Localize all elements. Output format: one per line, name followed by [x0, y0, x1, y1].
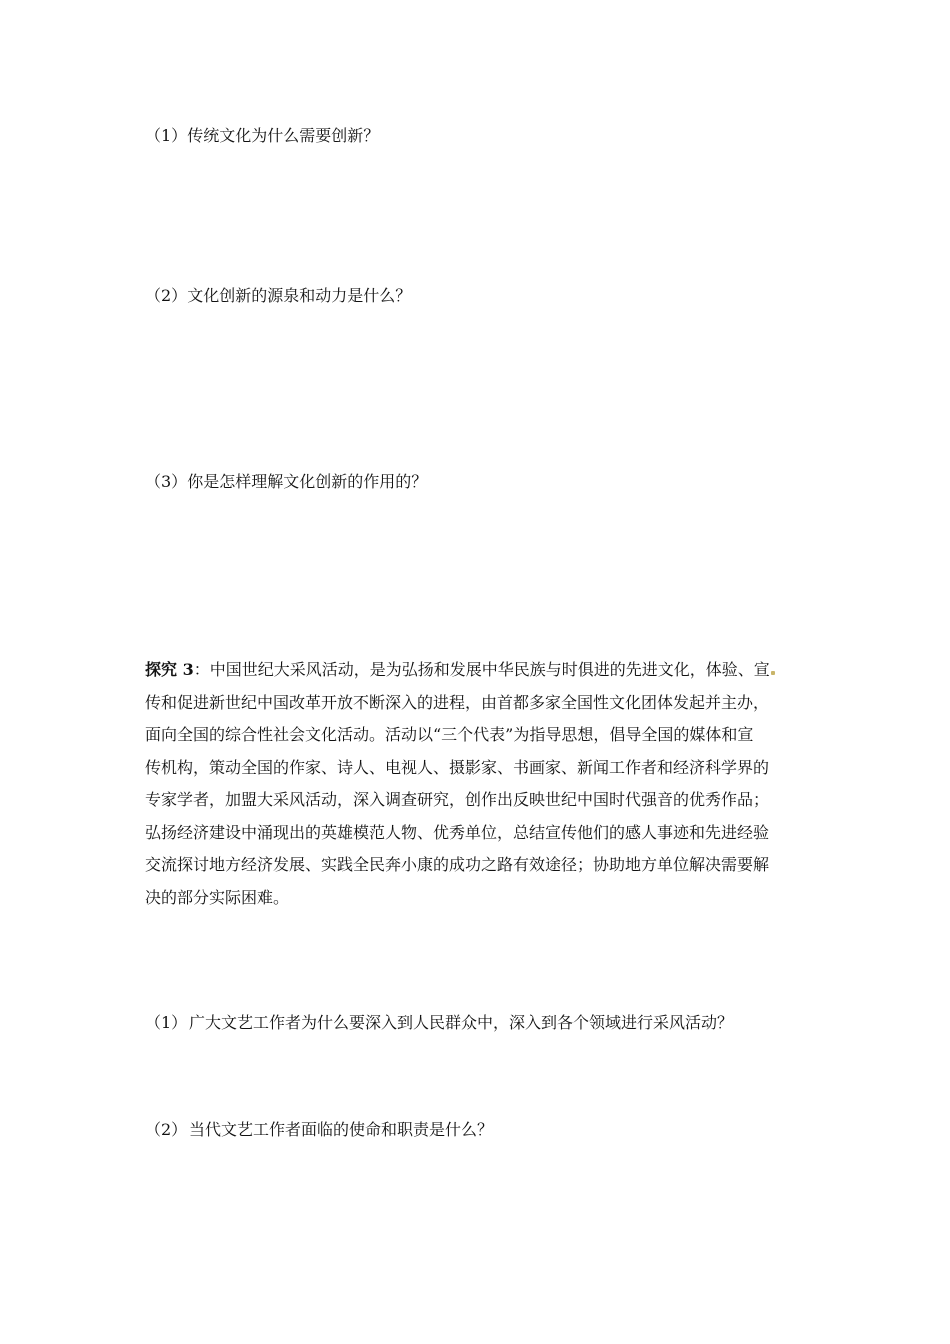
paragraph-text: 中国世纪大采风活动，是为弘扬和发展中华民族与时俱进的先进文化，体验、宣 [209, 660, 770, 679]
explore-3-paragraph [145, 654, 815, 914]
paragraph-line: 传和促进新世纪中国改革开放不断深入的进程，由首都多家全国性文化团体发起并主办， [145, 692, 770, 712]
paragraph-line: 弘扬经济建设中涌现出的英雄模范人物、优秀单位，总结宣传他们的感人事迹和先进经验 [145, 822, 770, 842]
paragraph-line [145, 654, 815, 687]
question-number: （2） [145, 286, 188, 305]
paragraph-line: 面向全国的综合性社会文化活动。活动以“三个代表”为指导思想，倡导全国的媒体和宣 [145, 725, 754, 744]
question-1-2 [145, 286, 411, 306]
question-1-1 [145, 126, 379, 146]
paragraph-line: 传机构，策动全国的作家、诗人、电视人、摄影家、书画家、新闻工作者和经济科学界的 [145, 757, 770, 777]
explore-colon: ： [193, 660, 210, 679]
question-number: （2） [145, 1120, 188, 1139]
question-number: （1） [145, 126, 188, 145]
question-text: 传统文化为什么需要创新？ [187, 126, 380, 145]
question-text: 当代文艺工作者面临的使命和职责是什么？ [189, 1120, 494, 1139]
question-2-2 [145, 1120, 493, 1140]
question-text: 广大文艺工作者为什么要深入到人民群众中，深入到各个领域进行采风活动？ [189, 1013, 734, 1032]
question-text: 文化创新的源泉和动力是什么？ [187, 286, 412, 305]
question-2-1 [145, 1013, 733, 1033]
question-number: （3） [145, 472, 188, 491]
paragraph-line: 交流探讨地方经济发展、实践全民奔小康的成功之路有效途径；协助地方单位解决需要解 [145, 855, 770, 874]
question-1-3 [145, 472, 427, 492]
question-text: 你是怎样理解文化创新的作用的？ [187, 472, 428, 491]
paragraph-line: 决的部分实际困难。 [145, 887, 290, 907]
question-number: （1） [145, 1013, 188, 1032]
marker-dot-icon [771, 671, 775, 675]
explore-label: 探究 3 [145, 660, 194, 679]
paragraph-line: 专家学者，加盟大采风活动，深入调查研究，创作出反映世纪中国时代强音的优秀作品； [145, 790, 770, 809]
